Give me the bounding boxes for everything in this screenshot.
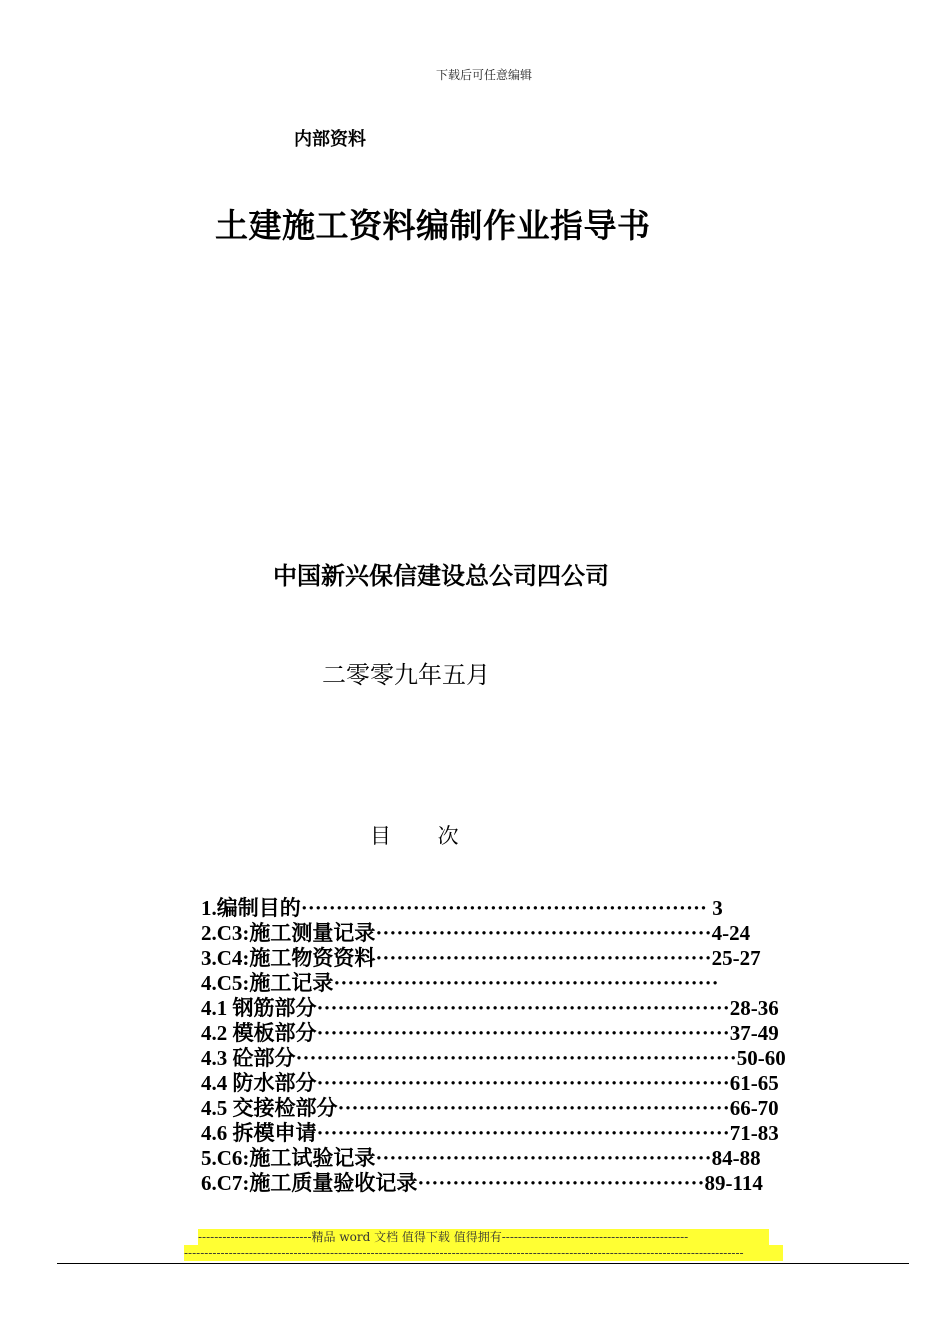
toc-entry[interactable]: 4.4 防水部分···························································61-65 <box>201 1071 779 1095</box>
toc-entry[interactable]: 2.C3:施工测量记录················································4-24 <box>201 921 751 945</box>
toc-entry[interactable]: 4.5 交接检部分························································66-70 <box>201 1096 779 1120</box>
document-title: 土建施工资料编制作业指导书 <box>215 206 651 245</box>
toc-entry[interactable]: 4.3 砼部分·······························································50-60 <box>201 1046 786 1070</box>
toc-entry[interactable]: 4.C5:施工记录······················································· <box>201 971 719 995</box>
toc-entry[interactable]: 4.6 拆模申请···························································71-83 <box>201 1121 779 1145</box>
footer-rule <box>57 1263 909 1264</box>
internal-label: 内部资料 <box>294 129 366 150</box>
toc-entry[interactable]: 6.C7:施工质量验收记录·········································89-114 <box>201 1171 763 1195</box>
toc-entry[interactable]: 1.编制目的·························································· 3 <box>201 896 723 920</box>
toc-entry[interactable]: 4.1 钢筋部分···························································28-36 <box>201 996 779 1020</box>
footer-banner: ----------------------------精品 word 文档 值得下载 值得拥有---------------------------------------------- <box>198 1229 769 1245</box>
company-name: 中国新兴保信建设总公司四公司 <box>273 561 609 590</box>
document-date: 二零零九年五月 <box>322 661 490 689</box>
toc-entry[interactable]: 4.2 模板部分···························································37-49 <box>201 1021 779 1045</box>
toc-entry[interactable]: 5.C6:施工试验记录················································84-88 <box>201 1146 761 1170</box>
table-of-contents <box>201 896 811 1196</box>
footer-banner-dashes: ------------------------------------------------------------------------------------------------------------------------------------------ <box>184 1245 783 1261</box>
toc-title: 目 次 <box>370 824 479 848</box>
header-note: 下载后可任意编辑 <box>435 68 532 82</box>
toc-entry[interactable]: 3.C4:施工物资资料················································25-27 <box>201 946 761 970</box>
